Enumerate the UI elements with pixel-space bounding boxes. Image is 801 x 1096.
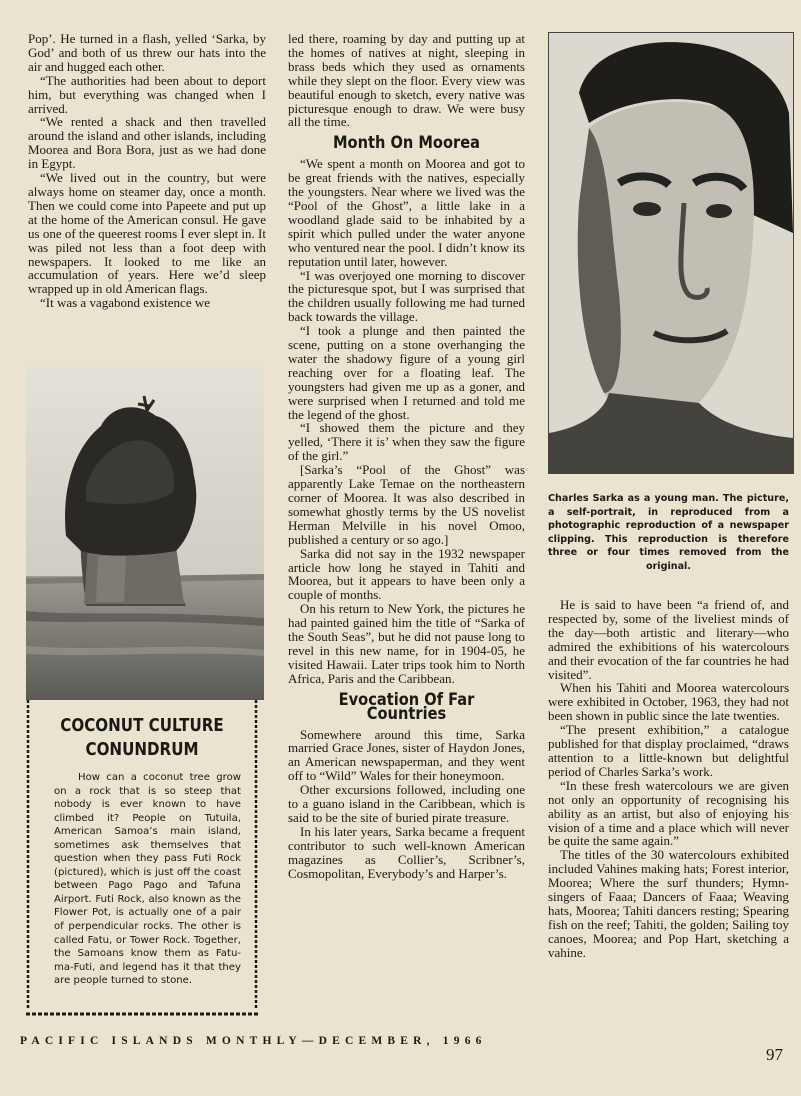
paragraph: In his later years, Sarka became a frequent contributor to such well-known American magazines as Collier’s, Scribner’s, Cosmopolitan, Everybody’s and Harper’s. bbox=[288, 823, 525, 881]
column-middle bbox=[288, 32, 525, 880]
portrait-caption: Charles Sarka as a young man. The picture, a self-portrait, in reproduced from a photographic reproduction of a newspaper clipping. This reproduction is therefore three or four times removed from the original. bbox=[548, 493, 789, 572]
section-heading-evocation: Evocation Of Far Countries bbox=[338, 689, 475, 724]
paragraph: “I was overjoyed one morning to discover the picturesque spot, but I was surprised that the children usually following me had turned back towards the village. bbox=[288, 267, 525, 325]
paragraph: The titles of the 30 watercolours exhibited included Vahines making hats; Forest interior, Moorea; Where the surf thunders; Hymn-singers of Faaa; Dancers of Faaa; Weaving hats, Moorea; Tahiti dancers resting; Spearing fish on the reef; Tahiti, the golden; Sailing toy canoes, Moorea; and Pop Hart, sketching a vahine. bbox=[548, 847, 789, 960]
self-portrait-photo bbox=[548, 32, 794, 474]
paragraph: He is said to have been “a friend of, and respected by, some of the liveliest minds of the day—both artistic and literary—who admired the exhibitions of his watercolours and their evocation of the far countries he had visited”. bbox=[548, 597, 789, 682]
paragraph: “The present exhibition,” a catalogue published for that display proclaimed, “draws attention to a little-known but delightful period of Charles Sarka’s work. bbox=[548, 722, 789, 779]
paragraph: Other excursions followed, including one to a guano island in the Caribbean, which is said to be the site of buried pirate treasure. bbox=[288, 782, 525, 825]
box-text: How can a coconut tree grow on a rock that is so steep that nobody is ever known to have climbed it? People on Tutuila, American Samoa’s main island, sometimes ask themselves that question when they pass Futi Rock (pictured), which is just off the coast between Pago Pago and Tafuna Airport. Futi Rock, also known as the Flower Pot, is actually one of a pair of perpendicular rocks. The other is called Fatu, or Tower Rock. Together, the Samoans know them as Fatu-ma-Futi, and legend has it that they are people turned to stone. bbox=[54, 772, 241, 987]
page-number: 97 bbox=[766, 1045, 783, 1064]
paragraph: “It was a vagabond existence we bbox=[40, 295, 211, 311]
section-heading-moorea: Month On Moorea bbox=[332, 133, 481, 154]
paragraph: “I showed them the picture and they yelled, ‘There it is’ when they saw the figure of the girl.” bbox=[288, 420, 525, 464]
sidebar-box bbox=[24, 698, 260, 1018]
column-left bbox=[28, 32, 266, 310]
column-right bbox=[548, 598, 789, 960]
paragraph: When his Tahiti and Moorea watercolours were exhibited in October, 1963, they had not been shown in public since the late twenties. bbox=[548, 680, 789, 724]
paragraph: “We rented a shack and then travelled around the island and other islands, including Moorea and Bora Bora, just as we had done in Egypt. bbox=[28, 114, 266, 172]
paragraph: led there, roaming by day and putting up at the homes of natives at night, sleeping in brass beds which they used as ornaments while they slept on the floor. Every view was beautiful enough to sketch, every native was picturesque enough to draw. We were busy all the time. bbox=[288, 31, 525, 130]
paragraph: “I took a plunge and then painted the scene, putting on a stone overhanging the water the shadowy figure of a young girl reaching over for a floating leaf. The youngsters had given me up as a goner, and were surprised when I returned and told me the legend of the ghost. bbox=[288, 323, 525, 422]
paragraph: Pop’. He turned in a flash, yelled ‘Sarka, by God’ and both of us threw our hats into the air and hugged each other. bbox=[28, 31, 266, 74]
paragraph: “The authorities had been about to deport him, but everything was changed when I arrived. bbox=[28, 72, 266, 116]
paragraph: On his return to New York, the pictures he had painted gained him the title of “Sarka of the South Seas”, but he did not pause long to revel in this new name, for in 1904-05, he visited Hawaii. Later trips took him to North Africa, Paris and the Caribbean. bbox=[288, 601, 525, 686]
futi-rock-photo bbox=[26, 366, 264, 700]
paragraph: “We lived out in the country, but were always home on steamer day, once a month. Then we could come into Papeete and put up at the home of the American consul. He gave us one of the queerest rooms I ever slept in. It was piled not less than a foot deep with newspapers. It looked to me like an accumulation of years. Here we’d sleep wrapped up in old American flags. bbox=[28, 170, 266, 297]
paragraph: Somewhere around this time, Sarka married Grace Jones, sister of Haydon Jones, an American newspaperman, and they went off to “Wild” Wales for their honeymoon. bbox=[288, 726, 525, 784]
box-title: COCONUT CULTURE CONUNDRUM bbox=[60, 715, 224, 760]
paragraph: [Sarka’s “Pool of the Ghost” was apparently Lake Temae on the northeastern corner of Moorea. It was also described in somewhat ghostly terms by the US novelist Herman Melville in his novel Omoo, published a century or so ago.] bbox=[288, 462, 525, 547]
paragraph: “We spent a month on Moorea and got to be great friends with the natives, especially the youngsters. Near where we lived was the “Pool of the Ghost”, a little lake in a woodland glade said to be inhabited by a spirit which pulled under the water anyone who ventured near the pool. I didn’t know its reputation until later, however. bbox=[288, 156, 525, 269]
portrait-illustration bbox=[549, 33, 793, 473]
futi-rock-illustration bbox=[26, 366, 264, 700]
running-footer: PACIFIC ISLANDS MONTHLY—DECEMBER, 1966 bbox=[20, 1035, 487, 1047]
paragraph: Sarka did not say in the 1932 newspaper article how long he stayed in Tahiti and Moorea, but it appears to have been only a couple of months. bbox=[288, 545, 525, 603]
paragraph: “In these fresh watercolours we are given not only an opportunity of recognising his ability as an artist, but also of enjoying his vision of a time and a place which will never be quite the same again.” bbox=[548, 777, 789, 849]
